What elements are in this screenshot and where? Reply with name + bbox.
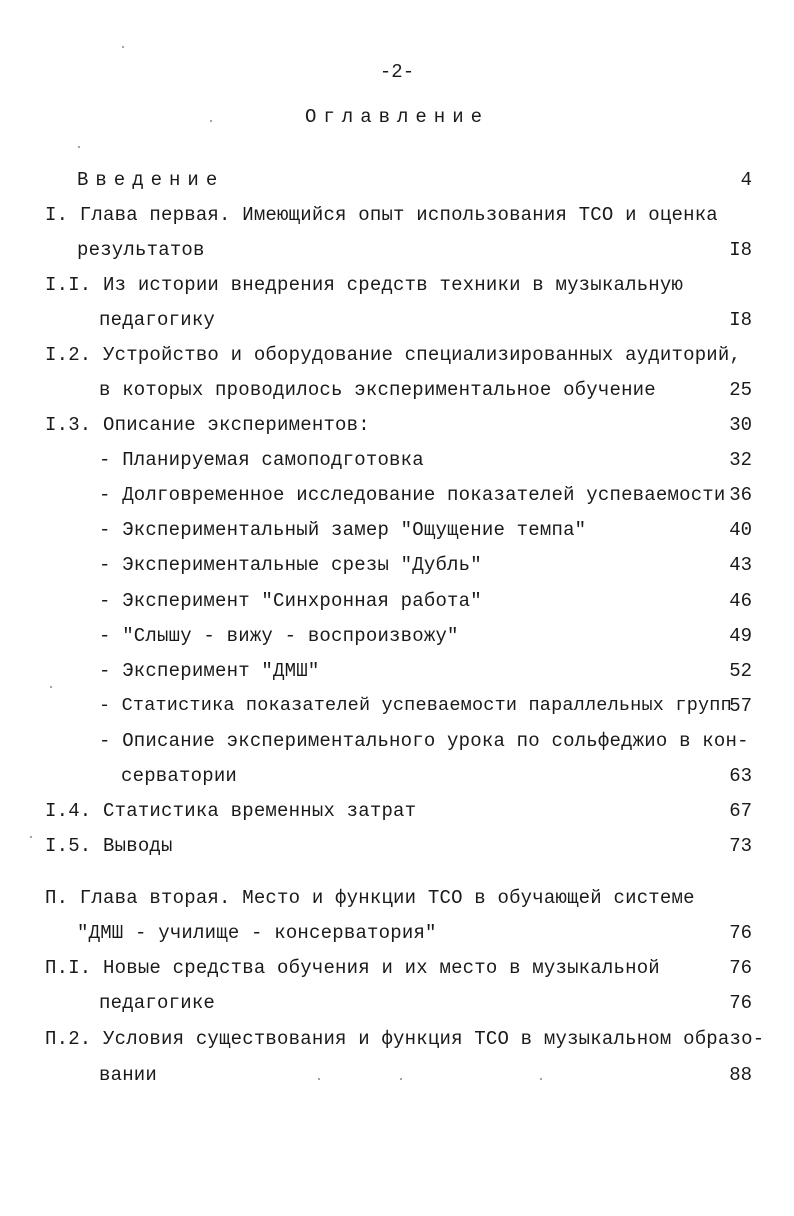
toc-s2-2-page: 88 [729, 1064, 752, 1086]
toc-intro-page: 4 [740, 169, 752, 191]
toc-s1-3-title: I.3. Описание экспериментов: [45, 414, 370, 436]
toc-exp-item: - Планируемая самоподготовка [99, 449, 424, 471]
toc-s2-1-title: П.I. Новые средства обучения и их место в музыкальной [45, 957, 660, 979]
toc-exp-item: - "Слышу - вижу - воспроизвожу" [99, 625, 459, 647]
toc-s2-2-title: П.2. Условия существования и функция ТСО в музыкальном образо- [45, 1028, 765, 1050]
toc-exp-last-title-cont: серватории [121, 765, 238, 787]
toc-s1-2-title: I.2. Устройство и оборудование специализированных аудиторий, [45, 344, 742, 366]
toc-ch2-title: П. Глава вторая. Место и функции ТСО в обучающей системе [45, 887, 695, 909]
toc-ch2-title-cont: "ДМШ - училище - консерватория" [77, 922, 437, 944]
page-title: Оглавление [304, 106, 490, 128]
toc-s1-3-page: 30 [729, 414, 752, 436]
scan-speck [318, 1078, 320, 1080]
toc-exp-page: 46 [729, 590, 752, 612]
toc-s2-2-title-cont: вании [99, 1064, 158, 1086]
toc-exp-item: - Экспериментальный замер "Ощущение темпа" [99, 519, 587, 541]
toc-exp-item: - Экспериментальные срезы "Дубль" [99, 554, 482, 576]
toc-exp-page: 52 [729, 660, 752, 682]
toc-s2-1-title-cont: педагогике [99, 992, 216, 1014]
toc-s1-1-title: I.I. Из истории внедрения средств техники в музыкальную [45, 274, 684, 296]
scan-speck [400, 1078, 402, 1080]
toc-s1-4-title: I.4. Статистика временных затрат [45, 800, 417, 822]
toc-s1-1-title-cont: педагогику [99, 309, 216, 331]
scan-speck [50, 686, 52, 688]
scan-speck [30, 836, 32, 838]
toc-s2-1-page: 76 [729, 957, 752, 979]
toc-s1-1-page: I8 [729, 309, 752, 331]
scan-speck [122, 46, 124, 48]
toc-s2-1-page-cont: 76 [729, 992, 752, 1014]
toc-exp-item: - Эксперимент "Синхронная работа" [99, 590, 482, 612]
scan-speck [78, 146, 80, 148]
toc-s1-2-title-cont: в которых проводилось экспериментальное обучение [99, 379, 656, 401]
toc-exp-item: - Эксперимент "ДМШ" [99, 660, 320, 682]
toc-exp-item: - Статистика показателей успеваемости параллельных групп [99, 695, 732, 716]
toc-exp-last-title: - Описание экспериментального урока по сольфеджио в кон- [99, 730, 749, 752]
toc-ch1-title: I. Глава первая. Имеющийся опыт использования ТСО и оценка [45, 204, 718, 226]
scan-speck [540, 1078, 542, 1080]
page-number: -2- [379, 61, 415, 83]
toc-exp-page: 57 [729, 695, 752, 717]
toc-s1-2-page: 25 [729, 379, 752, 401]
toc-ch1-page: I8 [729, 239, 752, 261]
scan-speck [210, 120, 212, 122]
toc-exp-page: 32 [729, 449, 752, 471]
toc-exp-item: - Долговременное исследование показателей успеваемости [99, 484, 726, 506]
toc-exp-page: 36 [729, 484, 752, 506]
toc-ch1-title-cont: результатов [77, 239, 205, 261]
toc-s1-5-page: 73 [729, 835, 752, 857]
toc-exp-last-page: 63 [729, 765, 752, 787]
toc-s1-5-title: I.5. Выводы [45, 835, 173, 857]
toc-exp-page: 43 [729, 554, 752, 576]
toc-ch2-page: 76 [729, 922, 752, 944]
toc-intro-label: Введение [77, 169, 225, 191]
toc-exp-page: 49 [729, 625, 752, 647]
toc-s1-4-page: 67 [729, 800, 752, 822]
toc-exp-page: 40 [729, 519, 752, 541]
